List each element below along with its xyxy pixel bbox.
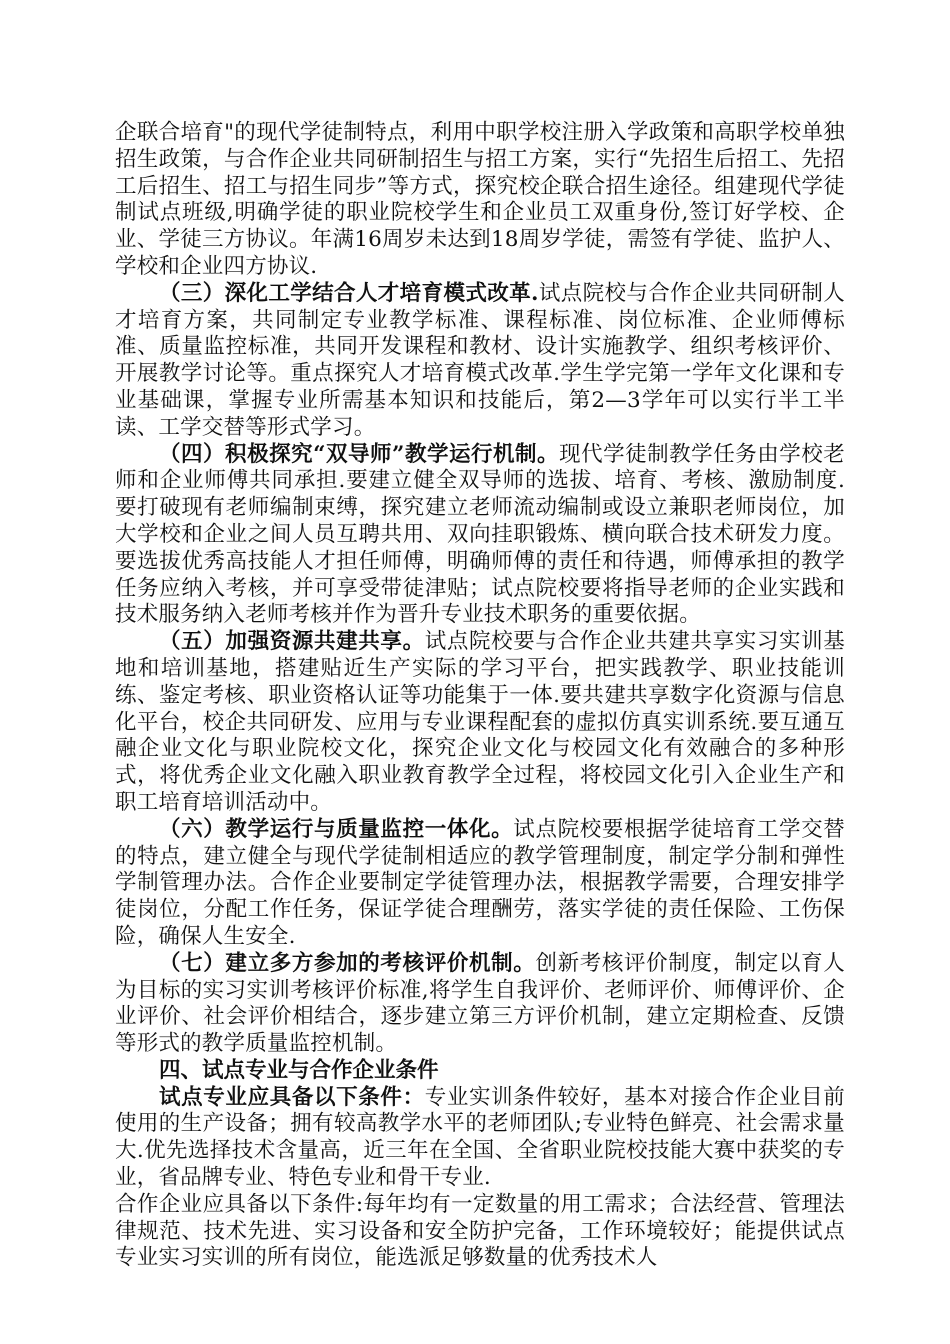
paragraph-text: 试点院校要与合作企业共建共享实习实训基地和培训基地，搭建贴近生产实际的学习平台，把实践教学、职业技能训练、鉴定考核、职业资格认证等功能集于一体.要共建共享数字化资源与信息化平台，校企共同研发、应用与专业课程配套的虚拟仿真实训系统.要互通互融企业文化与职业院校文化，探究企业文化与校园文化有效融合的多种形式，将优秀企业文化融入职业教育教学全过程，将校园文化引入企业生产和职工培育培训活动中。	[115, 629, 845, 815]
paragraph-lead: （四）积极探究“双导师”教学运行机制。	[159, 441, 560, 467]
paragraph-text: 试点院校与合作企业共同研制人才培育方案，共同制定专业教学标准、课程标准、岗位标准、企业师傅标准、质量监控标准，共同开发课程和教材、设计实施教学、组织考核评价、开展教学讨论等。重点探究人才培育模式改革.学生学完第一学年文化课和专业基础课，掌握专业所需基本知识和技能后，第2—3学年可以实行半工半读、工学交替等形式学习。	[115, 280, 845, 440]
section-heading: 四、试点专业与合作企业条件	[159, 1057, 439, 1083]
paragraph-text: 创新考核评价制度，制定以育人为目标的实习实训考核评价标准,将学生自我评价、老师评价、师傅评价、企业评价、社会评价相结合，逐步建立第三方评价机制，建立定期检查、反馈等形式的教学质量监控机制。	[115, 950, 845, 1057]
paragraph-pilot-conditions	[115, 1085, 845, 1192]
paragraph-lead: （六）教学运行与质量监控一体化。	[159, 816, 514, 842]
paragraph-lead: （三）深化工学结合人才培育模式改革.	[159, 280, 539, 306]
paragraph-lead: （七）建立多方参加的考核评价机制。	[159, 950, 536, 976]
paragraph-text: 专业实训条件较好，基本对接合作企业目前使用的生产设备；拥有较高教学水平的老师团队;专业特色鲜亮、社会需求量大.优先选择技术含量高，近三年在全国、全省职业院校技能大赛中获奖的专业，省品牌专业、特色专业和骨干专业.	[115, 1084, 845, 1191]
paragraph-section-7	[115, 951, 845, 1058]
paragraph-text: 合作企业应具备以下条件:每年均有一定数量的用工需求；合法经营、管理法律规范、技术先进、实习设备和安全防护完备，工作环境较好；能提供试点专业实习实训的所有岗位，能选派足够数量的优秀技术人	[115, 1191, 845, 1271]
paragraph-recruitment	[115, 120, 845, 281]
paragraph-section-3	[115, 281, 845, 442]
paragraph-lead: 试点专业应具备以下条件：	[159, 1084, 425, 1110]
paragraph-text: 试点院校要根据学徒培育工学交替的特点，建立健全与现代学徒制相适应的教学管理制度，制定学分制和弹性学制管理办法。合作企业要制定学徒管理办法，根据教学需要，合理安排学徒岗位，分配工作任务，保证学徒合理酬劳，落实学徒的责任保险、工伤保险，确保人生安全.	[115, 816, 845, 949]
paragraph-section-4	[115, 442, 845, 630]
paragraph-text: 企联合培育"的现代学徒制特点，利用中职学校注册入学政策和高职学校单独招生政策，与合作企业共同研制招生与招工方案，实行“先招生后招工、先招工后招生、招工与招生同步”等方式，探究校企联合招生途径。组建现代学徒制试点班级,明确学徒的职业院校学生和企业员工双重身份,签订好学校、企业、学徒三方协议。年满16周岁未达到18周岁学徒，需签有学徒、监护人、学校和企业四方协议.	[115, 120, 845, 279]
paragraph-section-5	[115, 629, 845, 817]
document-page	[115, 120, 845, 1272]
paragraph-section-6	[115, 817, 845, 951]
paragraph-lead: （五）加强资源共建共享。	[159, 629, 425, 655]
paragraph-text: 现代学徒制教学任务由学校老师和企业师傅共同承担.要建立健全双导师的选拔、培育、考核、激励制度.要打破现有老师编制束缚，探究建立老师流动编制或设立兼职老师岗位，加大学校和企业之间人员互聘共用、双向挂职锻炼、横向联合技术研发力度。要选拔优秀高技能人才担任师傅，明确师傅的责任和待遇，师傅承担的教学任务应纳入考核，并可享受带徒津贴；试点院校要将指导老师的企业实践和技术服务纳入老师考核并作为晋升专业技术职务的重要依据。	[115, 441, 845, 628]
paragraph-enterprise-conditions	[115, 1192, 845, 1272]
